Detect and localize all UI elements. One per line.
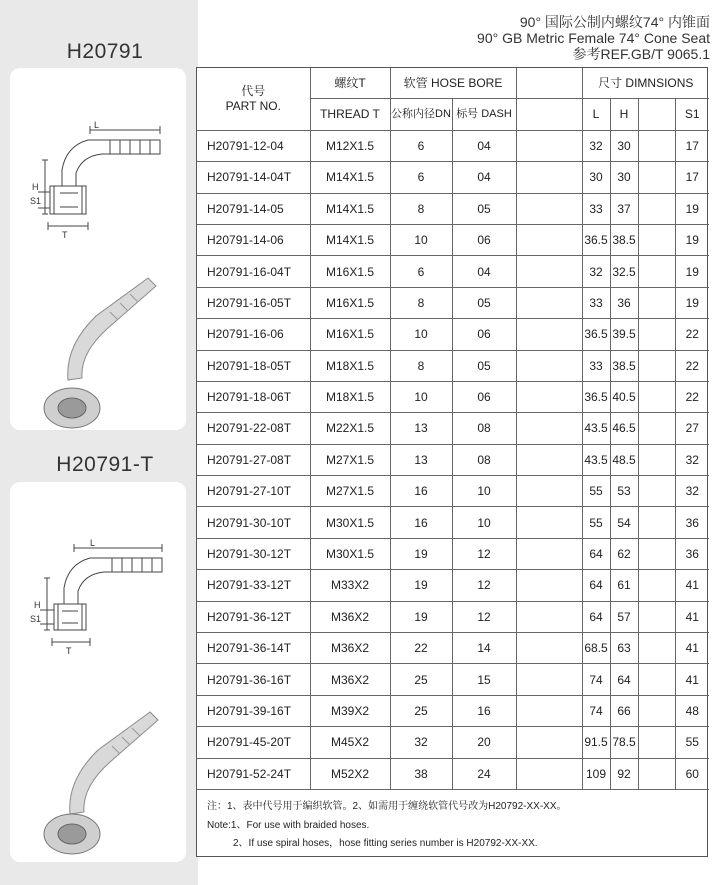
header-col-S1: S1 (675, 99, 709, 130)
table-cell-blank (516, 224, 582, 255)
table-cell: 66 (610, 695, 638, 726)
table-cell-blank (638, 193, 675, 224)
table-row (197, 633, 709, 664)
header-spacer-2 (516, 99, 582, 130)
table-cell-blank (638, 570, 675, 601)
spec-table (197, 68, 709, 790)
table-cell-part-no: H20791-22-08T (197, 413, 310, 444)
table-row (197, 162, 709, 193)
table-cell: 37 (610, 193, 638, 224)
table-cell-blank (638, 287, 675, 318)
table-cell: 36.5 (582, 319, 610, 350)
table-cell-part-no: H20791-18-05T (197, 350, 310, 381)
table-cell-blank (516, 287, 582, 318)
table-cell: 12 (452, 570, 516, 601)
table-row (197, 130, 709, 161)
table-cell-blank (638, 350, 675, 381)
table-cell: 32 (390, 727, 452, 758)
table-cell: 54 (610, 507, 638, 538)
table-cell-blank (516, 664, 582, 695)
table-cell: 64 (582, 538, 610, 569)
dim-label-S1-bottom: S1 (30, 614, 42, 624)
dim-label-L-bottom: L (90, 538, 96, 548)
page-header (477, 14, 710, 62)
table-cell: 05 (452, 193, 516, 224)
table-cell-part-no: H20791-16-05T (197, 287, 310, 318)
table-cell: 05 (452, 287, 516, 318)
table-cell-blank (516, 319, 582, 350)
table-cell: 33 (582, 193, 610, 224)
table-cell: 109 (582, 758, 610, 789)
table-cell: 62 (610, 538, 638, 569)
table-cell: 04 (452, 256, 516, 287)
table-cell-blank (516, 570, 582, 601)
table-cell: 32 (582, 130, 610, 161)
table-cell: 04 (452, 162, 516, 193)
table-cell: 33 (582, 287, 610, 318)
table-cell: 36.5 (582, 381, 610, 412)
table-cell-blank (516, 727, 582, 758)
table-row (197, 256, 709, 287)
table-cell-part-no: H20791-16-04T (197, 256, 310, 287)
header-col-blank (638, 99, 675, 130)
table-cell: 64 (582, 601, 610, 632)
table-cell-part-no: H20791-27-08T (197, 444, 310, 475)
table-cell-blank (516, 695, 582, 726)
table-cell-blank (516, 507, 582, 538)
notes (207, 798, 567, 854)
table-cell: 6 (390, 130, 452, 161)
table-row (197, 664, 709, 695)
table-cell: 14 (452, 633, 516, 664)
table-cell: 30 (610, 162, 638, 193)
table-cell: 38 (390, 758, 452, 789)
table-cell-part-no: H20791-33-12T (197, 570, 310, 601)
table-cell: 32 (675, 476, 709, 507)
table-cell: 10 (390, 224, 452, 255)
table-cell: 40.5 (610, 381, 638, 412)
model-title-top: H20791 (66, 40, 144, 63)
table-cell-part-no: H20791-36-16T (197, 664, 310, 695)
table-cell: 08 (452, 444, 516, 475)
table-cell: 19 (390, 538, 452, 569)
table-cell-blank (638, 538, 675, 569)
header-thread-en: THREAD T (310, 99, 390, 130)
table-cell: 10 (390, 381, 452, 412)
fitting-drawing-bottom (10, 482, 186, 862)
table-cell: M39X2 (310, 695, 390, 726)
table-cell: 61 (610, 570, 638, 601)
table-cell-blank (638, 601, 675, 632)
table-cell-blank (516, 758, 582, 789)
table-cell: 05 (452, 350, 516, 381)
table-cell: 04 (452, 130, 516, 161)
table-cell-blank (638, 695, 675, 726)
table-row (197, 413, 709, 444)
header-part-no (197, 68, 310, 130)
table-row (197, 538, 709, 569)
table-cell: 25 (390, 664, 452, 695)
table-cell: M12X1.5 (310, 130, 390, 161)
table-cell: 38.5 (610, 350, 638, 381)
table-cell: 6 (390, 256, 452, 287)
table-cell: 19 (675, 224, 709, 255)
table-cell-part-no: H20791-30-12T (197, 538, 310, 569)
table-cell: M30X1.5 (310, 538, 390, 569)
table-row (197, 444, 709, 475)
table-cell-blank (638, 444, 675, 475)
table-row (197, 193, 709, 224)
table-cell-part-no: H20791-30-10T (197, 507, 310, 538)
header-line-ref: 参考REF.GB/T 9065.1 (572, 46, 710, 62)
table-row (197, 727, 709, 758)
table-cell: 55 (582, 507, 610, 538)
table-cell: 06 (452, 224, 516, 255)
table-cell: M33X2 (310, 570, 390, 601)
table-cell-blank (638, 664, 675, 695)
table-cell-part-no: H20791-18-06T (197, 381, 310, 412)
table-cell: 36 (675, 507, 709, 538)
table-row (197, 287, 709, 318)
note-en-2: 2、If use spiral hoses，hose fitting series number is H20792-XX-XX. (233, 838, 538, 849)
table-cell-blank (638, 507, 675, 538)
table-cell: 32 (582, 256, 610, 287)
table-cell: 6 (390, 162, 452, 193)
table-cell: 48.5 (610, 444, 638, 475)
table-cell-blank (516, 350, 582, 381)
table-cell: 19 (675, 287, 709, 318)
table-cell: 63 (610, 633, 638, 664)
table-cell: 19 (390, 601, 452, 632)
table-cell: 36.5 (582, 224, 610, 255)
table-cell-part-no: H20791-45-20T (197, 727, 310, 758)
dim-label-H-bottom: H (34, 600, 41, 610)
table-cell-blank (638, 633, 675, 664)
product-card-top (10, 68, 186, 430)
table-cell: M22X1.5 (310, 413, 390, 444)
table-cell: 78.5 (610, 727, 638, 758)
table-cell: 36 (675, 538, 709, 569)
table-cell-blank (638, 256, 675, 287)
header-line-en: 90° GB Metric Female 74° Cone Seat (477, 30, 710, 46)
table-cell-blank (516, 413, 582, 444)
table-cell-blank (516, 381, 582, 412)
table-cell-part-no: H20791-36-12T (197, 601, 310, 632)
table-cell: 20 (452, 727, 516, 758)
header-hose-bore: 软管 HOSE BORE (390, 68, 516, 99)
table-row (197, 381, 709, 412)
note-en-1: Note:1、For use with braided hoses. (207, 819, 370, 831)
table-cell: 16 (390, 507, 452, 538)
table-cell-blank (516, 444, 582, 475)
dim-label-S1: S1 (30, 196, 42, 206)
table-cell-blank (516, 193, 582, 224)
fitting-photo-top (44, 278, 156, 428)
table-cell: 24 (452, 758, 516, 789)
table-cell: 39.5 (610, 319, 638, 350)
table-cell-blank (638, 476, 675, 507)
table-cell-part-no: H20791-27-10T (197, 476, 310, 507)
table-cell-blank (516, 476, 582, 507)
table-cell: 22 (675, 350, 709, 381)
table-cell: 10 (390, 319, 452, 350)
table-cell: 57 (610, 601, 638, 632)
table-cell: 46.5 (610, 413, 638, 444)
table-cell: M27X1.5 (310, 476, 390, 507)
table-cell: 32 (675, 444, 709, 475)
table-cell: 19 (390, 570, 452, 601)
table-cell-blank (516, 538, 582, 569)
table-cell: 41 (675, 570, 709, 601)
table-cell: 38.5 (610, 224, 638, 255)
dim-label-L: L (94, 120, 100, 130)
table-cell: M45X2 (310, 727, 390, 758)
table-cell-part-no: H20791-16-06 (197, 319, 310, 350)
table-cell: M14X1.5 (310, 224, 390, 255)
fitting-photo-bottom (44, 712, 158, 854)
table-cell: 16 (390, 476, 452, 507)
table-cell: M36X2 (310, 601, 390, 632)
table-cell: 43.5 (582, 413, 610, 444)
table-cell: 06 (452, 319, 516, 350)
table-cell-part-no: H20791-12-04 (197, 130, 310, 161)
table-cell: M16X1.5 (310, 287, 390, 318)
header-dn: 公称内径DN (390, 99, 452, 130)
table-row (197, 319, 709, 350)
table-cell: M52X2 (310, 758, 390, 789)
header-dash: 标号 DASH (452, 99, 516, 130)
header-col-L: L (582, 99, 610, 130)
table-cell: 55 (675, 727, 709, 758)
table-cell: M36X2 (310, 664, 390, 695)
table-cell-blank (516, 130, 582, 161)
table-cell: M16X1.5 (310, 256, 390, 287)
table-cell: 15 (452, 664, 516, 695)
fitting-drawing-top (10, 68, 186, 430)
table-cell: 12 (452, 538, 516, 569)
table-cell: 10 (452, 476, 516, 507)
spec-table-container (196, 67, 708, 857)
table-cell-blank (516, 633, 582, 664)
table-cell: 55 (582, 476, 610, 507)
table-cell: 60 (675, 758, 709, 789)
header-line-cn: 90° 国际公制内螺纹74° 内锥面 (519, 14, 710, 30)
table-cell-part-no: H20791-39-16T (197, 695, 310, 726)
note-cn: 注：1、表中代号用于编织软管。2、如需用于缠绕软管代号改为H20792-XX-XX。 (207, 801, 567, 812)
model-title-bottom: H20791-T (56, 453, 154, 476)
dim-label-H: H (32, 182, 39, 192)
table-cell: 30 (610, 130, 638, 161)
product-card-bottom (10, 482, 186, 862)
table-cell: 41 (675, 601, 709, 632)
table-cell: 25 (390, 695, 452, 726)
table-cell-blank (516, 601, 582, 632)
table-row (197, 350, 709, 381)
table-cell: 22 (675, 381, 709, 412)
table-cell: M16X1.5 (310, 319, 390, 350)
table-cell: 19 (675, 256, 709, 287)
header-part-no-en: PART NO. (225, 98, 281, 113)
table-cell: M18X1.5 (310, 350, 390, 381)
table-cell: 68.5 (582, 633, 610, 664)
header-col-H: H (610, 99, 638, 130)
table-cell: 16 (452, 695, 516, 726)
header-dimensions: 尺寸 DIMNSIONS (582, 68, 709, 99)
table-cell-blank (638, 162, 675, 193)
header-spacer (516, 68, 582, 99)
table-row (197, 758, 709, 789)
table-cell: 43.5 (582, 444, 610, 475)
table-cell: 17 (675, 162, 709, 193)
table-cell: 08 (452, 413, 516, 444)
table-cell-blank (516, 256, 582, 287)
table-cell-blank (516, 162, 582, 193)
table-cell: 91.5 (582, 727, 610, 758)
table-cell: 27 (675, 413, 709, 444)
table-cell: 17 (675, 130, 709, 161)
table-cell-part-no: H20791-14-05 (197, 193, 310, 224)
table-row (197, 507, 709, 538)
table-cell-part-no: H20791-14-04T (197, 162, 310, 193)
table-cell: 19 (675, 193, 709, 224)
header-thread-cn: 螺纹T (310, 68, 390, 99)
header-part-no-cn: 代号 (241, 83, 266, 98)
table-cell-blank (638, 758, 675, 789)
table-cell: 22 (675, 319, 709, 350)
table-row (197, 570, 709, 601)
dim-label-T-bottom: T (66, 646, 72, 656)
table-cell: 8 (390, 350, 452, 381)
table-cell: M14X1.5 (310, 162, 390, 193)
table-cell-blank (638, 130, 675, 161)
table-cell-blank (638, 224, 675, 255)
table-cell-blank (638, 727, 675, 758)
table-cell-part-no: H20791-36-14T (197, 633, 310, 664)
table-cell: 13 (390, 413, 452, 444)
table-cell: 8 (390, 287, 452, 318)
table-cell-blank (638, 413, 675, 444)
table-cell: 74 (582, 695, 610, 726)
table-row (197, 601, 709, 632)
table-row (197, 695, 709, 726)
table-cell: 36 (610, 287, 638, 318)
table-cell-blank (638, 381, 675, 412)
table-cell: 41 (675, 664, 709, 695)
table-cell: 33 (582, 350, 610, 381)
table-cell: 12 (452, 601, 516, 632)
table-row (197, 476, 709, 507)
table-cell-part-no: H20791-14-06 (197, 224, 310, 255)
table-cell: 53 (610, 476, 638, 507)
table-cell: M18X1.5 (310, 381, 390, 412)
table-cell: 06 (452, 381, 516, 412)
table-cell: 92 (610, 758, 638, 789)
table-cell-blank (638, 319, 675, 350)
table-cell: 64 (610, 664, 638, 695)
table-cell: M14X1.5 (310, 193, 390, 224)
table-row (197, 224, 709, 255)
table-cell-part-no: H20791-52-24T (197, 758, 310, 789)
dim-label-T: T (62, 230, 68, 240)
table-cell: 30 (582, 162, 610, 193)
table-cell: 41 (675, 633, 709, 664)
table-cell: 64 (582, 570, 610, 601)
table-cell: 13 (390, 444, 452, 475)
table-cell: 48 (675, 695, 709, 726)
table-cell: M36X2 (310, 633, 390, 664)
table-cell: 10 (452, 507, 516, 538)
table-cell: 32.5 (610, 256, 638, 287)
table-cell: M30X1.5 (310, 507, 390, 538)
table-cell: 22 (390, 633, 452, 664)
table-cell: 8 (390, 193, 452, 224)
table-cell: M27X1.5 (310, 444, 390, 475)
table-cell: 74 (582, 664, 610, 695)
